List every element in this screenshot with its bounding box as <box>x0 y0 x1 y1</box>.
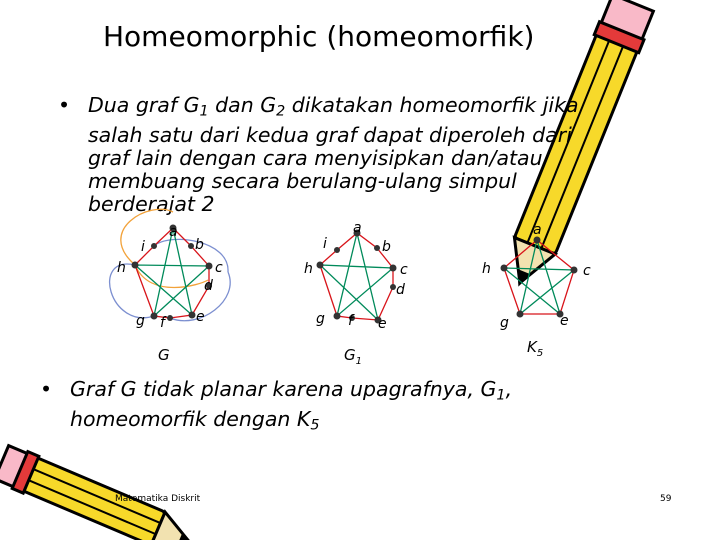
vertex-c <box>390 265 397 272</box>
edge-h-c-curve <box>121 209 173 265</box>
label-f: f <box>160 315 165 331</box>
footer-course: Matematika Diskrit <box>115 494 201 504</box>
label-c: c <box>583 263 591 279</box>
label-g: g <box>316 311 325 327</box>
label-d: d <box>204 278 213 294</box>
label-a: a <box>169 224 178 240</box>
vertex-i <box>334 247 340 253</box>
bullet-marker: • <box>58 93 71 117</box>
vertex-f <box>167 315 173 321</box>
label-f: f <box>348 313 353 329</box>
vertex-g <box>517 311 524 318</box>
label-e: e <box>378 316 387 332</box>
bullet-conclusion-text: Graf G tidak planar karena upagrafnya, $G_1$, homeomorfik dengan $K_5$ <box>70 377 513 434</box>
graph-G <box>110 209 231 364</box>
graph-G1 <box>304 220 408 367</box>
label-b: b <box>195 237 204 253</box>
label-b: b <box>382 239 391 255</box>
caption-G: G <box>158 346 170 364</box>
label-i: i <box>323 236 327 252</box>
label-h: h <box>117 260 126 276</box>
bullet-conclusion <box>40 378 600 437</box>
vertex-e <box>189 312 196 319</box>
label-g: g <box>136 313 145 329</box>
vertex-h <box>501 265 508 272</box>
vertex-b <box>374 245 380 251</box>
vertex-c <box>206 263 213 270</box>
vertex-c <box>571 267 578 274</box>
vertex-b <box>188 243 194 249</box>
label-h: h <box>304 261 313 277</box>
graph-K5 <box>482 222 591 359</box>
label-g: g <box>500 315 509 331</box>
vertex-g <box>334 313 341 320</box>
label-c: c <box>400 262 408 278</box>
slide-title: Homeomorphic (homeomorfik) <box>103 20 535 53</box>
footer-page-number: 59 <box>660 494 672 504</box>
label-d: d <box>396 282 405 298</box>
caption-K5: $K_5$ <box>527 338 544 359</box>
label-h: h <box>482 261 491 277</box>
label-c: c <box>215 260 223 276</box>
vertex-g <box>151 313 158 320</box>
vertex-h <box>317 262 324 269</box>
bullet-definition-text: Dua graf $G_1$ dan $G_2$ dikatakan homeomorfik jika salah satu dari kedua graf dapat diperoleh dari graf lain dengan cara menyisipkan dan/atau membuang secara berulang-ulang simpul berderajat 2 <box>88 93 579 216</box>
vertex-i <box>151 243 157 249</box>
label-e: e <box>196 309 205 325</box>
label-a: a <box>353 220 362 236</box>
bullet-marker: • <box>40 377 53 401</box>
caption-G1: $G_1$ <box>344 346 362 367</box>
label-a: a <box>533 222 542 238</box>
label-i: i <box>141 239 145 255</box>
label-e: e <box>560 313 569 329</box>
vertex-h <box>132 262 139 269</box>
